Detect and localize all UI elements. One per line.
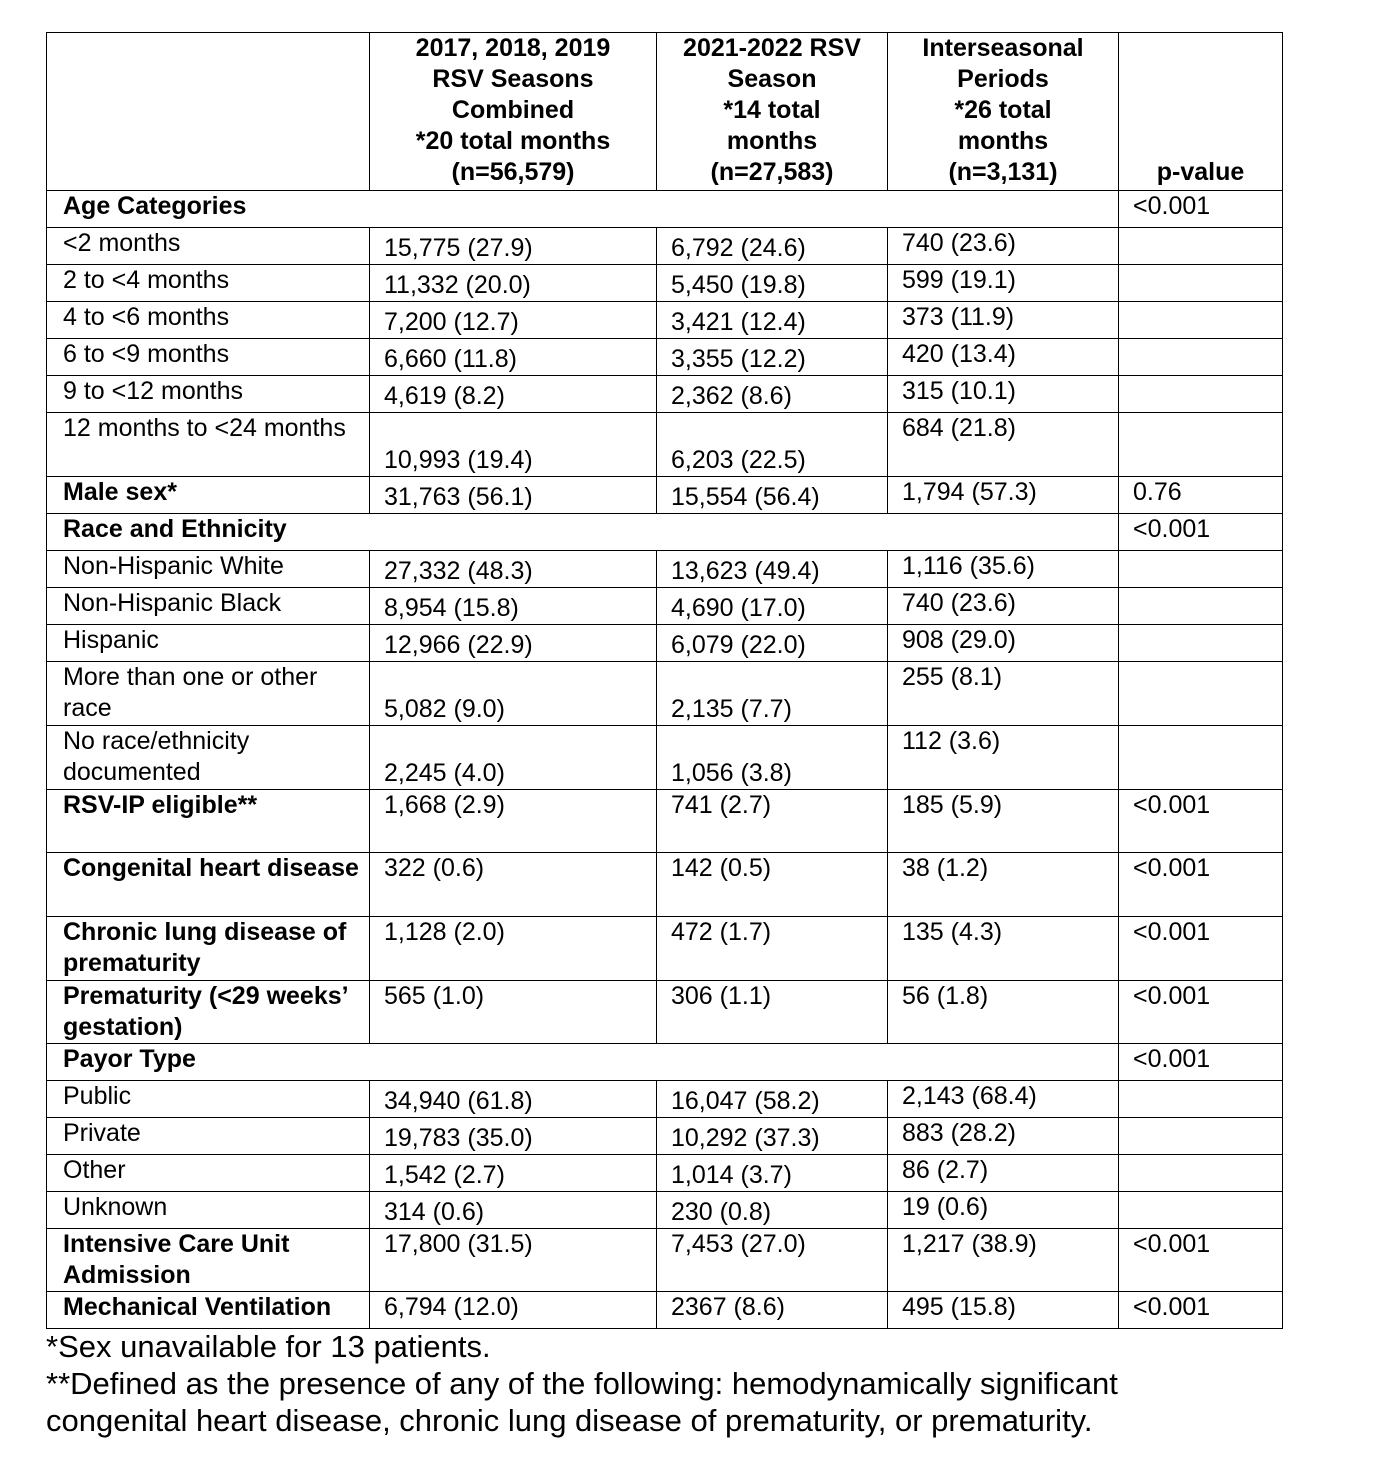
header-row: [47, 33, 1283, 191]
table-row: [47, 477, 1283, 514]
footnote-sex: *Sex unavailable for 13 patients.: [46, 1329, 491, 1364]
header-2021-2022-season: [657, 33, 888, 191]
cell-p-value: <0.001: [1119, 853, 1283, 917]
cell-interseasonal: 1,794 (57.3): [888, 477, 1119, 514]
row-label: 6 to <9 months: [47, 339, 370, 376]
cell-seasons-combined: 2,245 (4.0): [370, 726, 657, 790]
header-interseasonal: [888, 33, 1119, 191]
cell-interseasonal: 495 (15.8): [888, 1292, 1119, 1329]
cell-interseasonal: 112 (3.6): [888, 726, 1119, 790]
cell-seasons-combined: 27,332 (48.3): [370, 551, 657, 588]
cell-interseasonal: 56 (1.8): [888, 981, 1119, 1044]
cell-interseasonal: 908 (29.0): [888, 625, 1119, 662]
table-row: [47, 1292, 1283, 1329]
cell-p-value: [1119, 413, 1283, 477]
cell-interseasonal: 599 (19.1): [888, 265, 1119, 302]
cell-2021-2022-season: 2,362 (8.6): [657, 376, 888, 413]
row-label: <2 months: [47, 228, 370, 265]
cell-interseasonal: 255 (8.1): [888, 662, 1119, 726]
cell-p-value: [1119, 376, 1283, 413]
section-spacer: [370, 1044, 1119, 1081]
cell-seasons-combined: 10,993 (19.4): [370, 413, 657, 477]
table-row: [47, 413, 1283, 477]
cell-2021-2022-season: 6,203 (22.5): [657, 413, 888, 477]
row-label: 9 to <12 months: [47, 376, 370, 413]
cell-seasons-combined: 7,200 (12.7): [370, 302, 657, 339]
cell-seasons-combined: 15,775 (27.9): [370, 228, 657, 265]
row-label: Non-Hispanic White: [47, 551, 370, 588]
data-table: [46, 32, 1283, 1329]
cell-2021-2022-season: 16,047 (58.2): [657, 1081, 888, 1118]
cell-seasons-combined: 322 (0.6): [370, 853, 657, 917]
cell-interseasonal: 315 (10.1): [888, 376, 1119, 413]
cell-seasons-combined: 8,954 (15.8): [370, 588, 657, 625]
cell-2021-2022-season: 2,135 (7.7): [657, 662, 888, 726]
table-row: [47, 1229, 1283, 1292]
row-label: Intensive Care Unit Admission: [47, 1229, 370, 1292]
cell-interseasonal: 2,143 (68.4): [888, 1081, 1119, 1118]
row-label: No race/ethnicity documented: [47, 726, 370, 790]
cell-2021-2022-season: 13,623 (49.4): [657, 551, 888, 588]
cell-p-value: [1119, 551, 1283, 588]
header-line: Combined: [451, 96, 575, 124]
table-body: [47, 191, 1283, 1329]
table-row: [47, 376, 1283, 413]
cell-2021-2022-season: 7,453 (27.0): [657, 1229, 888, 1292]
header-line: *14 total: [723, 96, 821, 124]
cell-p-value: [1119, 302, 1283, 339]
cell-interseasonal: 373 (11.9): [888, 302, 1119, 339]
row-label: Prematurity (<29 weeks’ gestation): [47, 981, 370, 1044]
cell-interseasonal: 19 (0.6): [888, 1192, 1119, 1229]
header-p-value: [1119, 33, 1283, 191]
row-label: Non-Hispanic Black: [47, 588, 370, 625]
header-line: Periods: [957, 65, 1049, 93]
header-line: (n=27,583): [710, 158, 834, 186]
table-row: [47, 853, 1283, 917]
cell-p-value: <0.001: [1119, 1229, 1283, 1292]
table-row: [47, 339, 1283, 376]
cell-p-value: [1119, 1081, 1283, 1118]
cell-seasons-combined: 12,966 (22.9): [370, 625, 657, 662]
footnotes: [46, 1328, 1118, 1439]
header-line: (n=3,131): [948, 158, 1058, 186]
cell-seasons-combined: 565 (1.0): [370, 981, 657, 1044]
row-label: 4 to <6 months: [47, 302, 370, 339]
cell-2021-2022-season: 142 (0.5): [657, 853, 888, 917]
section-spacer: [370, 514, 1119, 551]
cell-2021-2022-season: 1,056 (3.8): [657, 726, 888, 790]
cell-p-value: [1119, 726, 1283, 790]
table-row: [47, 1044, 1283, 1081]
cell-interseasonal: 684 (21.8): [888, 413, 1119, 477]
table-row: [47, 228, 1283, 265]
cell-interseasonal: 86 (2.7): [888, 1155, 1119, 1192]
table-row: [47, 265, 1283, 302]
table-row: [47, 1118, 1283, 1155]
table-row: [47, 1155, 1283, 1192]
cell-seasons-combined: 1,668 (2.9): [370, 790, 657, 853]
cell-2021-2022-season: 1,014 (3.7): [657, 1155, 888, 1192]
cell-p-value: [1119, 1155, 1283, 1192]
cell-interseasonal: 1,217 (38.9): [888, 1229, 1119, 1292]
cell-p-value: [1119, 265, 1283, 302]
cell-p-value: <0.001: [1119, 514, 1283, 551]
cell-p-value: [1119, 228, 1283, 265]
table-row: [47, 1081, 1283, 1118]
table-row: [47, 302, 1283, 339]
cell-interseasonal: 883 (28.2): [888, 1118, 1119, 1155]
cell-seasons-combined: 34,940 (61.8): [370, 1081, 657, 1118]
cell-p-value: <0.001: [1119, 1292, 1283, 1329]
cell-interseasonal: 185 (5.9): [888, 790, 1119, 853]
cell-interseasonal: 740 (23.6): [888, 228, 1119, 265]
cell-seasons-combined: 314 (0.6): [370, 1192, 657, 1229]
row-label: Race and Ethnicity: [47, 514, 370, 551]
cell-seasons-combined: 5,082 (9.0): [370, 662, 657, 726]
cell-2021-2022-season: 3,421 (12.4): [657, 302, 888, 339]
cell-seasons-combined: 6,794 (12.0): [370, 1292, 657, 1329]
cell-p-value: <0.001: [1119, 981, 1283, 1044]
footnote-rsv-ip-line1: **Defined as the presence of any of the following: hemodynamically significant: [46, 1366, 1118, 1401]
cell-2021-2022-season: 5,450 (19.8): [657, 265, 888, 302]
cell-2021-2022-season: 4,690 (17.0): [657, 588, 888, 625]
table-row: [47, 917, 1283, 981]
header-line: months: [726, 127, 818, 155]
header-seasons-combined: [370, 33, 657, 191]
table-row: [47, 726, 1283, 790]
header-label-cell: [47, 33, 370, 191]
row-label: RSV-IP eligible**: [47, 790, 370, 853]
cell-seasons-combined: 1,542 (2.7): [370, 1155, 657, 1192]
row-label: Private: [47, 1118, 370, 1155]
cell-2021-2022-season: 10,292 (37.3): [657, 1118, 888, 1155]
cell-2021-2022-season: 741 (2.7): [657, 790, 888, 853]
cell-p-value: [1119, 625, 1283, 662]
table-row: [47, 662, 1283, 726]
footnote-rsv-ip-line2: congenital heart disease, chronic lung disease of prematurity, or prematurity.: [46, 1403, 1093, 1438]
cell-2021-2022-season: 15,554 (56.4): [657, 477, 888, 514]
cell-p-value: <0.001: [1119, 917, 1283, 981]
cell-p-value: [1119, 1192, 1283, 1229]
header-line: *26 total: [954, 96, 1052, 124]
header-line: Interseasonal: [922, 34, 1084, 62]
section-spacer: [370, 191, 1119, 228]
row-label: Other: [47, 1155, 370, 1192]
cell-2021-2022-season: 6,079 (22.0): [657, 625, 888, 662]
row-label: Chronic lung disease of prematurity: [47, 917, 370, 981]
cell-p-value: [1119, 662, 1283, 726]
row-label: 2 to <4 months: [47, 265, 370, 302]
row-label: Male sex*: [47, 477, 370, 514]
table-row: [47, 790, 1283, 853]
row-label: Congenital heart disease: [47, 853, 370, 917]
table-row: [47, 191, 1283, 228]
header-line: *20 total months: [415, 127, 611, 155]
cell-2021-2022-season: 306 (1.1): [657, 981, 888, 1044]
row-label: Public: [47, 1081, 370, 1118]
cell-p-value: 0.76: [1119, 477, 1283, 514]
row-label: Age Categories: [47, 191, 370, 228]
row-label: More than one or other race: [47, 662, 370, 726]
cell-p-value: <0.001: [1119, 1044, 1283, 1081]
table-row: [47, 514, 1283, 551]
header-line: p-value: [1156, 158, 1245, 186]
cell-seasons-combined: 4,619 (8.2): [370, 376, 657, 413]
cell-interseasonal: 1,116 (35.6): [888, 551, 1119, 588]
cell-p-value: [1119, 588, 1283, 625]
cell-seasons-combined: 31,763 (56.1): [370, 477, 657, 514]
cell-interseasonal: 135 (4.3): [888, 917, 1119, 981]
cell-seasons-combined: 11,332 (20.0): [370, 265, 657, 302]
table-row: [47, 551, 1283, 588]
cell-interseasonal: 740 (23.6): [888, 588, 1119, 625]
table-row: [47, 588, 1283, 625]
table-row: [47, 1192, 1283, 1229]
cell-p-value: [1119, 339, 1283, 376]
header-line: months: [957, 127, 1049, 155]
header-line: Season: [727, 65, 817, 93]
cell-interseasonal: 420 (13.4): [888, 339, 1119, 376]
cell-2021-2022-season: 6,792 (24.6): [657, 228, 888, 265]
cell-2021-2022-season: 2367 (8.6): [657, 1292, 888, 1329]
cell-seasons-combined: 17,800 (31.5): [370, 1229, 657, 1292]
row-label: Mechanical Ventilation: [47, 1292, 370, 1329]
cell-2021-2022-season: 472 (1.7): [657, 917, 888, 981]
cell-p-value: <0.001: [1119, 790, 1283, 853]
cell-interseasonal: 38 (1.2): [888, 853, 1119, 917]
cell-2021-2022-season: 230 (0.8): [657, 1192, 888, 1229]
cell-seasons-combined: 1,128 (2.0): [370, 917, 657, 981]
row-label: 12 months to <24 months: [47, 413, 370, 477]
cell-p-value: <0.001: [1119, 191, 1283, 228]
header-line: 2021-2022 RSV: [683, 34, 861, 62]
row-label: Hispanic: [47, 625, 370, 662]
header-line: 2017, 2018, 2019: [415, 34, 611, 62]
header-line: RSV Seasons: [432, 65, 594, 93]
table-row: [47, 625, 1283, 662]
row-label: Unknown: [47, 1192, 370, 1229]
cell-p-value: [1119, 1118, 1283, 1155]
cell-seasons-combined: 19,783 (35.0): [370, 1118, 657, 1155]
row-label: Payor Type: [47, 1044, 370, 1081]
cell-seasons-combined: 6,660 (11.8): [370, 339, 657, 376]
table-row: [47, 981, 1283, 1044]
cell-2021-2022-season: 3,355 (12.2): [657, 339, 888, 376]
header-line: (n=56,579): [451, 158, 575, 186]
